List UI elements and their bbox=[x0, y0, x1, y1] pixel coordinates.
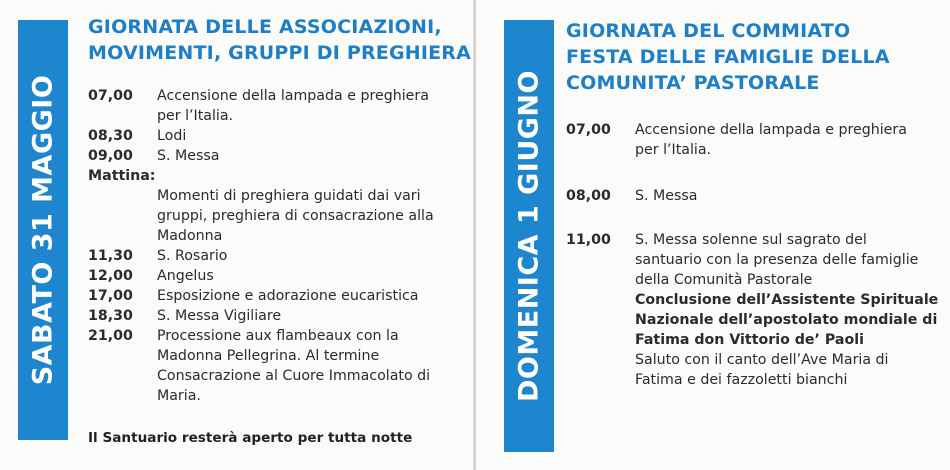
schedule-item bbox=[566, 230, 941, 390]
schedule-item bbox=[88, 286, 468, 306]
schedule-right bbox=[566, 120, 941, 390]
description-line-bold: Fatima don Vittorio de’ Paoli bbox=[635, 332, 864, 348]
description: S. Messa Vigiliare bbox=[157, 308, 282, 324]
description-line: Consacrazione al Cuore Immacolato di bbox=[157, 368, 431, 384]
schedule-item bbox=[566, 120, 941, 160]
title-line: FESTA DELLE FAMIGLIE DELLA bbox=[566, 46, 890, 68]
day-label-right: DOMENICA 1 GIUGNO bbox=[513, 70, 545, 402]
page-title-left bbox=[88, 14, 471, 66]
schedule-item bbox=[88, 306, 468, 326]
description: S. Rosario bbox=[157, 248, 228, 264]
schedule-item bbox=[88, 326, 468, 406]
description bbox=[635, 120, 941, 160]
day-banner-left bbox=[18, 20, 68, 440]
description-line: per l’Italia. bbox=[635, 142, 712, 158]
description-line: Momenti di preghiera guidati dai vari bbox=[157, 188, 421, 204]
description: Esposizione e adorazione eucaristica bbox=[157, 288, 419, 304]
schedule-item bbox=[88, 126, 468, 146]
description-line-bold: Nazionale dell’apostolato mondiale di bbox=[635, 312, 938, 328]
description: S. Messa bbox=[157, 148, 220, 164]
schedule-item bbox=[88, 86, 468, 126]
day-banner-right bbox=[504, 20, 554, 452]
description-line: Fatima e dei fazzoletti bianchi bbox=[635, 372, 848, 388]
schedule-left bbox=[88, 86, 468, 406]
description: Angelus bbox=[157, 268, 214, 284]
description-line: Accensione della lampada e preghiera bbox=[157, 88, 429, 104]
description: S. Messa bbox=[635, 188, 698, 204]
mattina-heading: Mattina: bbox=[88, 168, 156, 184]
description-line-bold: Conclusione dell’Assistente Spirituale bbox=[635, 292, 939, 308]
day-label-left: SABATO 31 MAGGIO bbox=[27, 74, 59, 386]
description: Lodi bbox=[157, 128, 187, 144]
time: 08,30 bbox=[88, 128, 133, 144]
description bbox=[157, 86, 468, 126]
time: 08,00 bbox=[566, 188, 611, 204]
description-line: Madonna Pellegrina. Al termine bbox=[157, 348, 380, 364]
description-line: Saluto con il canto dell’Ave Maria di bbox=[635, 352, 889, 368]
description bbox=[635, 230, 941, 390]
schedule-item bbox=[88, 146, 468, 166]
time: 12,00 bbox=[88, 268, 133, 284]
time: 11,30 bbox=[88, 248, 133, 264]
time: 21,00 bbox=[88, 328, 133, 344]
description-line: Madonna bbox=[157, 228, 223, 244]
closing-note: Il Santuario resterà aperto per tutta notte bbox=[88, 430, 413, 446]
schedule-item bbox=[88, 266, 468, 286]
title-line: GIORNATA DELLE ASSOCIAZIONI, bbox=[88, 16, 442, 38]
description-line: Accensione della lampada e preghiera bbox=[635, 122, 907, 138]
title-line: COMUNITA’ PASTORALE bbox=[566, 72, 820, 94]
description-line: per l’Italia. bbox=[157, 108, 234, 124]
left-page bbox=[0, 0, 474, 470]
schedule-item bbox=[566, 186, 941, 206]
time: 17,00 bbox=[88, 288, 133, 304]
time: 18,30 bbox=[88, 308, 133, 324]
title-line: MOVIMENTI, GRUPPI DI PREGHIERA bbox=[88, 42, 472, 64]
description-line: santuario con la presenza delle famiglie bbox=[635, 252, 919, 268]
description-line: della Comunità Pastorale bbox=[635, 272, 813, 288]
description-line: Maria. bbox=[157, 388, 201, 404]
page-title-right bbox=[566, 18, 890, 96]
time: 11,00 bbox=[566, 232, 611, 248]
time: 07,00 bbox=[566, 122, 611, 138]
title-line: GIORNATA DEL COMMIATO bbox=[566, 20, 851, 42]
time: 09,00 bbox=[88, 148, 133, 164]
description-line: S. Messa solenne sul sagrato del bbox=[635, 232, 867, 248]
time: 07,00 bbox=[88, 88, 133, 104]
description-line: gruppi, preghiera di consacrazione alla bbox=[157, 208, 434, 224]
description-line: Processione aux flambeaux con la bbox=[157, 328, 399, 344]
description bbox=[157, 326, 468, 406]
schedule-item bbox=[88, 246, 468, 266]
mattina-description bbox=[88, 186, 468, 246]
